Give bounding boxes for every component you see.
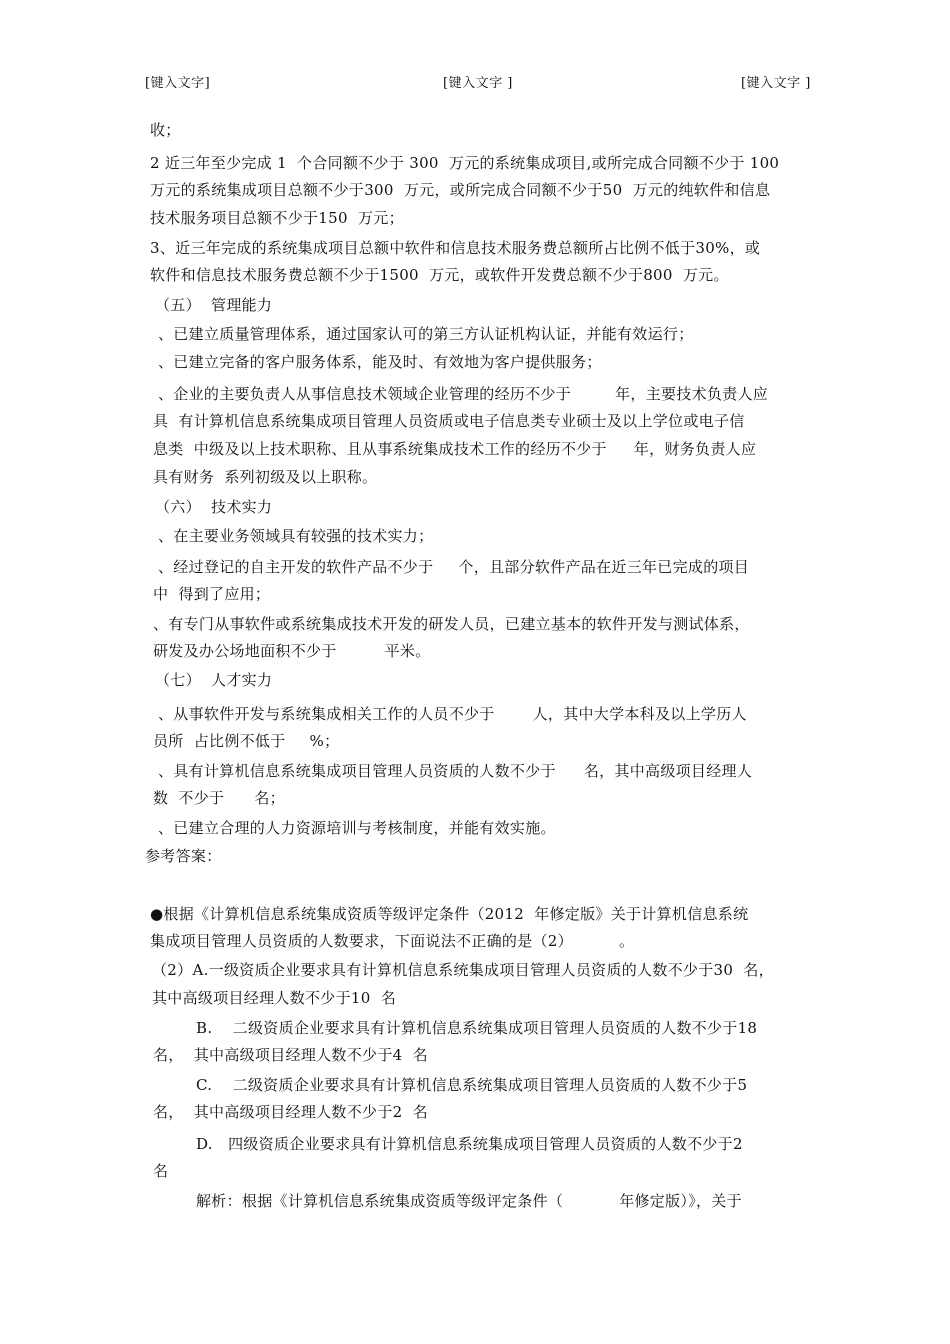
text-line: 收； (150, 121, 181, 139)
option-d-cont: 名 (153, 1162, 169, 1180)
option-d: D. 四级资质企业要求具有计算机信息系统集成项目管理人员资质的人数不少于2 (196, 1135, 743, 1153)
text-line: 中 得到了应用； (153, 585, 271, 603)
option-a-cont: 其中高级项目经理人数不少于10 名 (152, 989, 397, 1007)
header-left: [键入文字] (145, 76, 211, 91)
text-line: 具 有计算机信息系统集成项目管理人员资质或电子信息类专业硕士及以上学位或电子信 (153, 412, 745, 430)
question-text: ●根据《计算机信息系统集成资质等级评定条件（2012 年修定版》关于计算机信息系统 (150, 905, 749, 923)
section-heading: （六） 技术实力 (155, 498, 273, 516)
option-c: C. 二级资质企业要求具有计算机信息系统集成项目管理人员资质的人数不少于5 (196, 1076, 748, 1094)
question-text: 集成项目管理人员资质的人数要求，下面说法不正确的是（2） 。 (150, 932, 635, 950)
text-line: 、已建立完备的客户服务体系，能及时、有效地为客户提供服务； (158, 353, 602, 371)
text-line: 息类 中级及以上技术职称、且从事系统集成技术工作的经历不少于 年，财务负责人应 (153, 440, 757, 458)
text-line: 3、近三年完成的系统集成项目总额中软件和信息技术服务费总额所占比例不低于30%，或 (150, 239, 761, 257)
text-line: 、在主要业务领域具有较强的技术实力； (158, 527, 434, 545)
section-heading: （五） 管理能力 (155, 296, 273, 314)
text-line: 、从事软件开发与系统集成相关工作的人员不少于 人，其中大学本科及以上学历人 (158, 705, 747, 723)
option-b: B. 二级资质企业要求具有计算机信息系统集成项目管理人员资质的人数不少于18 (196, 1019, 758, 1037)
text-line: 、已建立质量管理体系，通过国家认可的第三方认证机构认证，并能有效运行； (158, 325, 694, 343)
text-line: 软件和信息技术服务费总额不少于1500 万元，或软件开发费总额不少于800 万元。 (150, 266, 729, 284)
option-b-cont: 名， 其中高级项目经理人数不少于4 名 (153, 1046, 428, 1064)
text-line: 具有财务 系列初级及以上职称。 (153, 468, 378, 486)
text-line: 、企业的主要负责人从事信息技术领域企业管理的经历不少于 年，主要技术负责人应 (158, 385, 769, 403)
text-line: 员所 占比例不低于 %； (153, 732, 340, 750)
text-line: 万元的系统集成项目总额不少于300 万元，或所完成合同额不少于50 万元的纯软件和信息 (150, 181, 771, 199)
text-line: 技术服务项目总额不少于150 万元； (150, 209, 404, 227)
text-line: 、具有计算机信息系统集成项目管理人员资质的人数不少于 名，其中高级项目经理人 (158, 762, 753, 780)
text-line: 2 近三年至少完成 1 个合同额不少于 300 万元的系统集成项目,或所完成合同额不少于 100 (150, 154, 780, 172)
analysis-text: 解析：根据《计算机信息系统集成资质等级评定条件（ 年修定版）》，关于 (196, 1192, 742, 1210)
text-line: 数 不少于 名； (153, 789, 285, 807)
text-line: 、经过登记的自主开发的软件产品不少于 个，且部分软件产品在近三年已完成的项目 (158, 558, 750, 576)
option-c-cont: 名， 其中高级项目经理人数不少于2 名 (153, 1103, 428, 1121)
header-center: [键入文字 ] (443, 76, 513, 91)
text-line: 、有专门从事软件或系统集成技术开发的研发人员，已建立基本的软件开发与测试体系， (153, 615, 750, 633)
section-heading: （七） 人才实力 (155, 671, 273, 689)
header-right: [键入文字 ] (741, 76, 811, 91)
option-a: （2）A.一级资质企业要求具有计算机信息系统集成项目管理人员资质的人数不少于30 名， (152, 961, 774, 979)
answer-label: 参考答案： (145, 847, 222, 865)
text-line: 研发及办公场地面积不少于 平米。 (153, 642, 431, 660)
text-line: 、已建立合理的人力资源培训与考核制度，并能有效实施。 (158, 819, 556, 837)
